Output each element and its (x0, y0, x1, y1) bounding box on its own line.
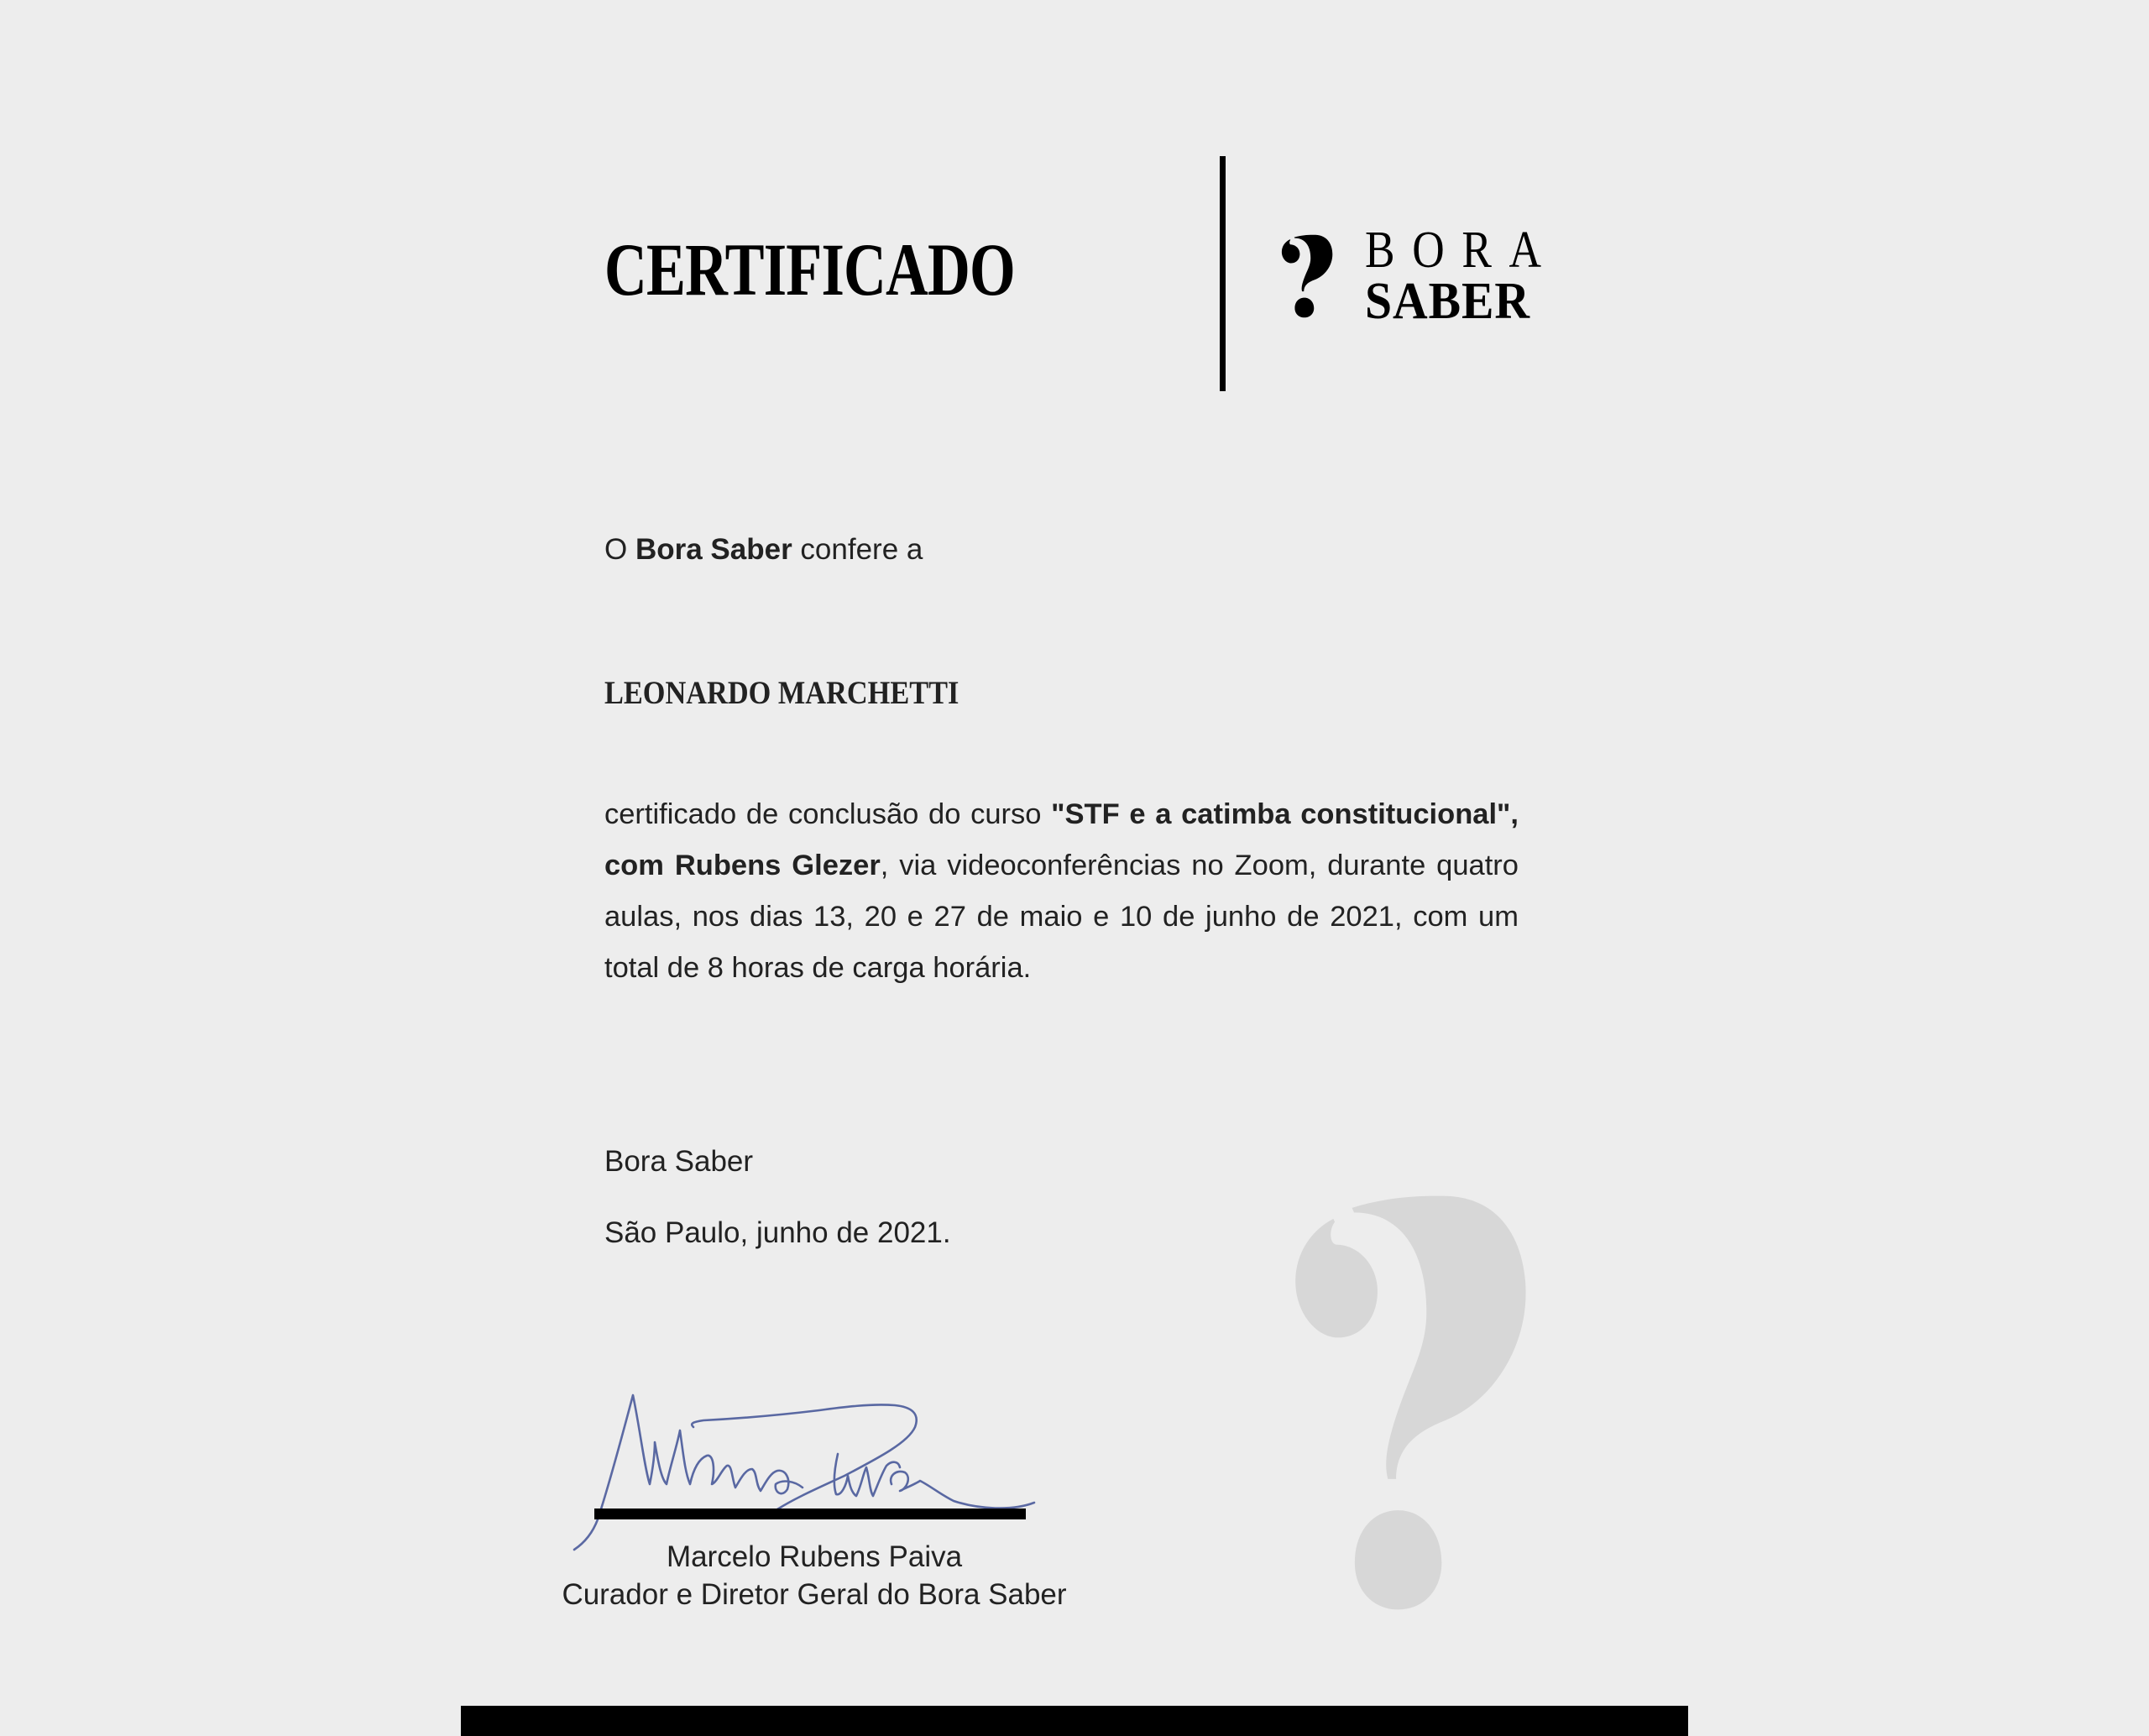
intro-prefix: O (604, 533, 635, 566)
certificate-title: CERTIFICADO (604, 229, 1015, 311)
place-date: São Paulo, junho de 2021. (604, 1216, 951, 1249)
closing-org: Bora Saber (604, 1145, 754, 1178)
recipient-name: LEONARDO MARCHETTI (604, 675, 959, 711)
logo-text-bora: BORA (1365, 222, 1559, 279)
certificate-body (604, 789, 1519, 994)
course-title: "STF e a catimba constitucional", com Rubens Glezer (604, 798, 1519, 881)
body-text-2: , via videoconferências no Zoom, durante quatro aulas, nos dias 13, 20 e 27 de maio e 10 de junho de 2021, com um total de 8 horas de carga horária. (604, 850, 1519, 984)
logo-text-saber: SABER (1365, 273, 1530, 330)
signature-line (594, 1509, 1026, 1519)
signer-name: Marcelo Rubens Paiva (666, 1540, 963, 1573)
intro-line (604, 524, 923, 575)
footer-bar (461, 1706, 1688, 1736)
intro-org: Bora Saber (635, 533, 792, 566)
signature-icon (567, 1385, 1046, 1561)
body-text-1: certificado de conclusão do curso (604, 798, 1052, 830)
question-mark-icon (1276, 230, 1340, 321)
signer-role: Curador e Diretor Geral do Bora Saber (562, 1578, 1067, 1611)
header-divider (1220, 156, 1226, 391)
question-mark-watermark-icon (1269, 1172, 1559, 1625)
intro-suffix: confere a (792, 533, 923, 566)
